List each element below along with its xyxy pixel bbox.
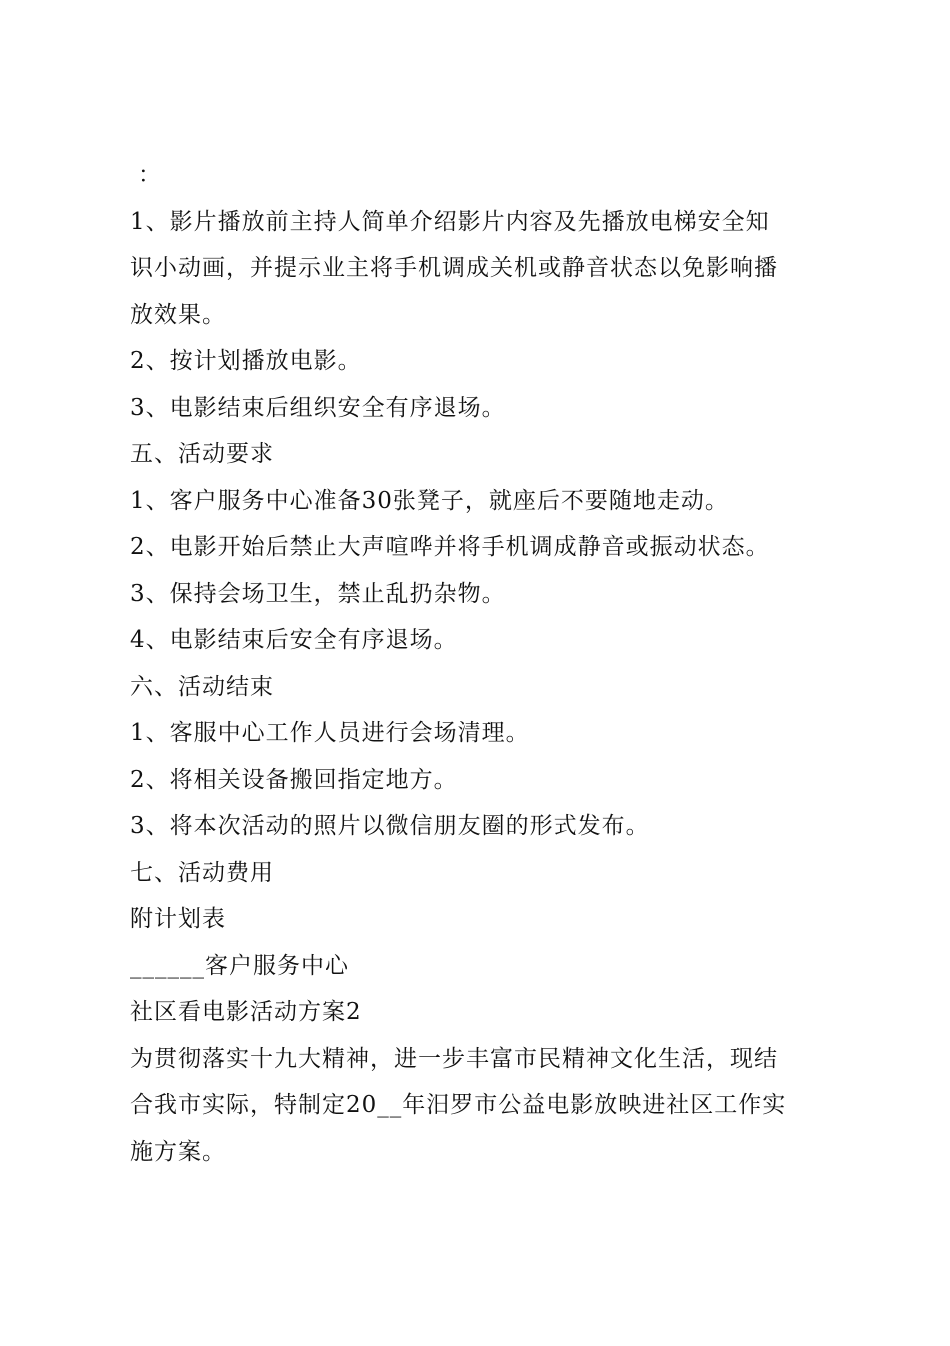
text-line: 识小动画，并提示业主将手机调成关机或静音状态以免影响播 bbox=[130, 255, 778, 281]
text-line: 1、客户服务中心准备30张凳子，就座后不要随地走动。 bbox=[130, 487, 729, 514]
text-line: 合我市实际，特制定20__年汨罗市公益电影放映进社区工作实 bbox=[130, 1092, 787, 1118]
text-line: 2、将相关设备搬回指定地方。 bbox=[130, 766, 458, 793]
section-heading-cost: 七、活动费用 bbox=[130, 859, 274, 886]
text-line: 1、影片播放前主持人简单介绍影片内容及先播放电梯安全知 bbox=[130, 208, 770, 235]
text-line: 放效果。 bbox=[130, 301, 226, 328]
text-line: 4、电影结束后安全有序退场。 bbox=[130, 627, 458, 653]
text-line: 为贯彻落实十九大精神，进一步丰富市民精神文化生活，现结 bbox=[130, 1045, 778, 1072]
text-line: 3、电影结束后组织安全有序退场。 bbox=[130, 394, 506, 421]
text-line: 施方案。 bbox=[130, 1138, 226, 1165]
colon-line: ： bbox=[138, 162, 162, 188]
text-line: 2、按计划播放电影。 bbox=[130, 348, 362, 374]
section-heading-end: 六、活动结束 bbox=[130, 673, 274, 700]
text-line: 2、电影开始后禁止大声喧哗并将手机调成静音或振动状态。 bbox=[130, 534, 770, 560]
document-title-2: 社区看电影活动方案2 bbox=[130, 999, 362, 1025]
signature-line: ______客户服务中心 bbox=[130, 952, 349, 979]
text-line: 1、客服中心工作人员进行会场清理。 bbox=[130, 720, 530, 746]
document-body bbox=[130, 152, 830, 1175]
section-heading-requirements: 五、活动要求 bbox=[130, 441, 274, 467]
text-line: 3、将本次活动的照片以微信朋友圈的形式发布。 bbox=[130, 813, 650, 839]
text-line: 3、保持会场卫生，禁止乱扔杂物。 bbox=[130, 580, 506, 607]
attachment-line: 附计划表 bbox=[130, 906, 226, 932]
